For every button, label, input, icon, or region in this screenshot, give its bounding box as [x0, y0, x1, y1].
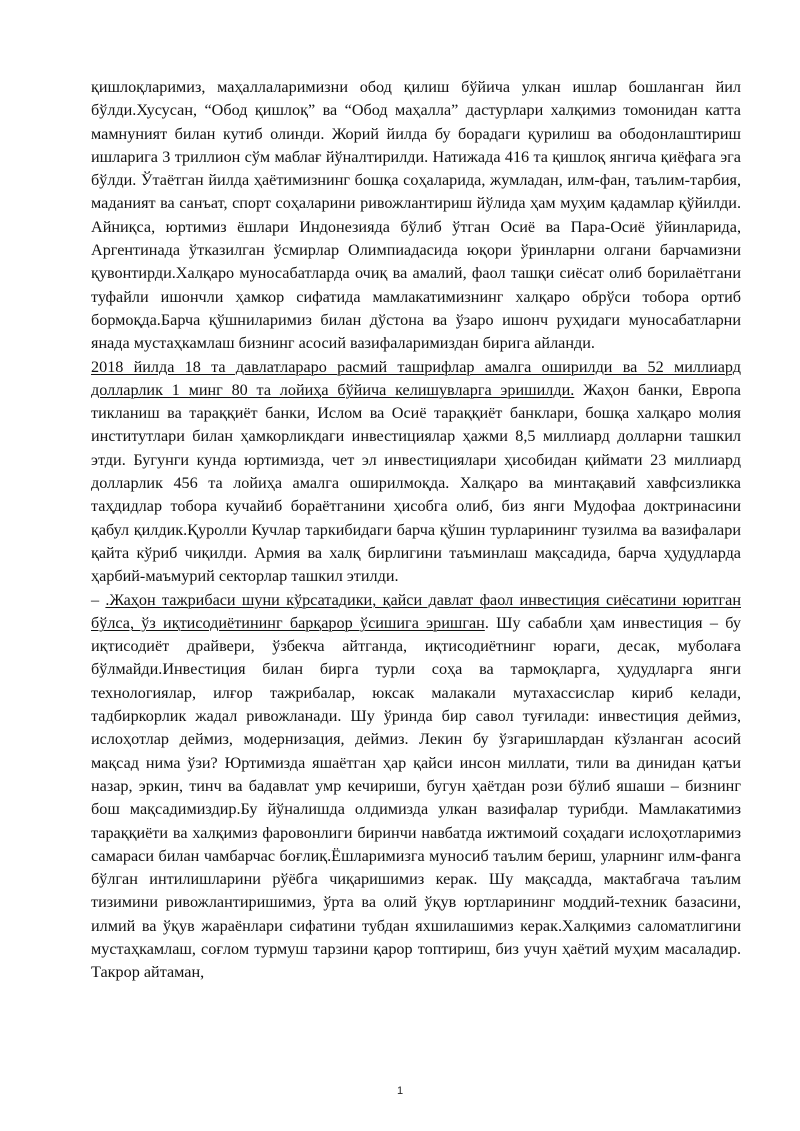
paragraph-1-text: қишлоқларимиз, маҳаллаларимизни обод қилиш бўйича улкан ишлар бошланган йил бўлди.Хусусан, “Обод қишлоқ” ва “Обод маҳалла” дастурлари халқимиз томонидан катта мамнуният билан кутиб олинди. Жорий йилда бу борадаги қурилиш ва ободонлаштириш ишларига 3 триллион сўм маблағ йўналтирилди. Натижада 416 та қишлоқ янгича қиёфага эга бўлди. Ўтаётган йилда ҳаётимизнинг бошқа соҳаларида, жумладан, илм-фан, таълим-тарбия, маданият ва санъат, спорт соҳаларини ривожлантириш йўлида ҳам муҳим қадамлар қўйилди. Айниқса, юртимиз ёшлари Индонезияда бўлиб ўтган Осиё ва Пара-Осиё ўйинларида, Аргентинада ўтказилган ўсмирлар Олимпиадасида юқори ўринларни олгани барчамизни қувонтирди.Халқаро муносабатларда очиқ ва амалий, фаол ташқи сиёсат олиб борилаётгани туфайли ишончли ҳамкор сифатида мамлакатимизнинг халқаро обрўси тобора ортиб бормоқда.Барча қўшниларимиз билан дўстона ва ўзаро ишонч руҳидаги муносабатларни янада мустаҳкамлаш бизнинг асосий вазифаларимиздан бирига айланди. — [91, 78, 741, 353]
page-number: 1 — [396, 1085, 404, 1097]
paragraph-3-underlined-text: .Жаҳон тажрибаси шуни кўрсатадики, қайси давлат фаол инвестиция сиёсатини юритган бўлса, ўз иқтисодиётининг барқарор ўсишига эришган — [91, 590, 741, 632]
paragraph-2 — [91, 356, 741, 589]
paragraph-3-dash: – — [91, 590, 106, 609]
document-body — [91, 76, 741, 985]
paragraph-3-text: . Шу сабабли ҳам инвестиция – бу иқтисодиёт драйвери, ўзбекча айтганда, иқтисодиётнинг юраги, десак, муболаға бўлмайди.Инвестиция билан бирга турли соҳа ва тармоқларга, ҳудудларга янги технологиялар, илғор тажрибалар, юксак малакали мутахассислар кириб келади, тадбиркорлик жадал ривожланади. Шу ўринда бир савол туғилади: инвестиция деймиз, ислоҳотлар деймиз, модернизация, деймиз. Лекин бу ўзгаришлардан кўзланган асосий мақсад нима ўзи? Юртимизда яшаётган ҳар қайси инсон миллати, тили ва динидан қатъи назар, эркин, тинч ва бадавлат умр кечириши, бугун ҳаётдан рози бўлиб яшаши – бизнинг бош мақсадимиздир.Бу йўналишда олдимизда улкан вазифалар турибди. Мамлакатимиз тараққиёти ва халқимиз фаровонлиги биринчи навбатда ижтимоий соҳадаги ислоҳотларимиз самараси билан чамбарчас боғлиқ.Ёшларимизга муносиб таълим бериш, уларнинг илм-фанга бўлган интилишларини рўёбга чиқаришимиз керак. Шу мақсадда, мактабгача таълим тизимини ривожлантиришимиз, ўрта ва олий ўқув юртларининг моддий-техник базасини, илмий ва ўқув жараёнлари сифатини тубдан яхшилашимиз керак.Халқимиз саломатлигини мустаҳкамлаш, соғлом турмуш тарзини қарор топтириш, биз учун ҳаётий муҳим масаладир. Такрор айтаман, — [91, 613, 741, 982]
paragraph-1 — [91, 76, 741, 356]
paragraph-2-underlined-text: 2018 йилда 18 та давлатлараро расмий ташрифлар амалга оширилди ва 52 миллиард долларлик 1 минг 80 та лойиҳа бўйича келишувларга эришилди. — [91, 357, 741, 399]
paragraph-3 — [91, 589, 741, 985]
paragraph-2-text: Жаҳон банки, Европа тикланиш ва тараққиёт банки, Ислом ва Осиё тараққиёт банклари, бошқа халқаро молия институтлари билан ҳамкорликдаги инвестициялар ҳажми 8,5 миллиард долларни ташкил этди. Бугунги кунда юртимизда, чет эл инвестициялари ҳисобидан қиймати 23 миллиард долларлик 456 та лойиҳа амалга оширилмоқда. Халқаро ва минтақавий хавфсизликка таҳдидлар тобора кучайиб бораётганини ҳисобга олиб, биз янги Мудофаа доктринасини қабул қилдик.Қуролли Кучлар таркибидаги барча қўшин турларининг тузилма ва вазифалари қайта кўриб чиқилди. Армия ва халқ бирлигини таъминлаш мақсадида, барча ҳудудларда ҳарбий-маъмурий секторлар ташкил этилди. — [91, 380, 741, 586]
